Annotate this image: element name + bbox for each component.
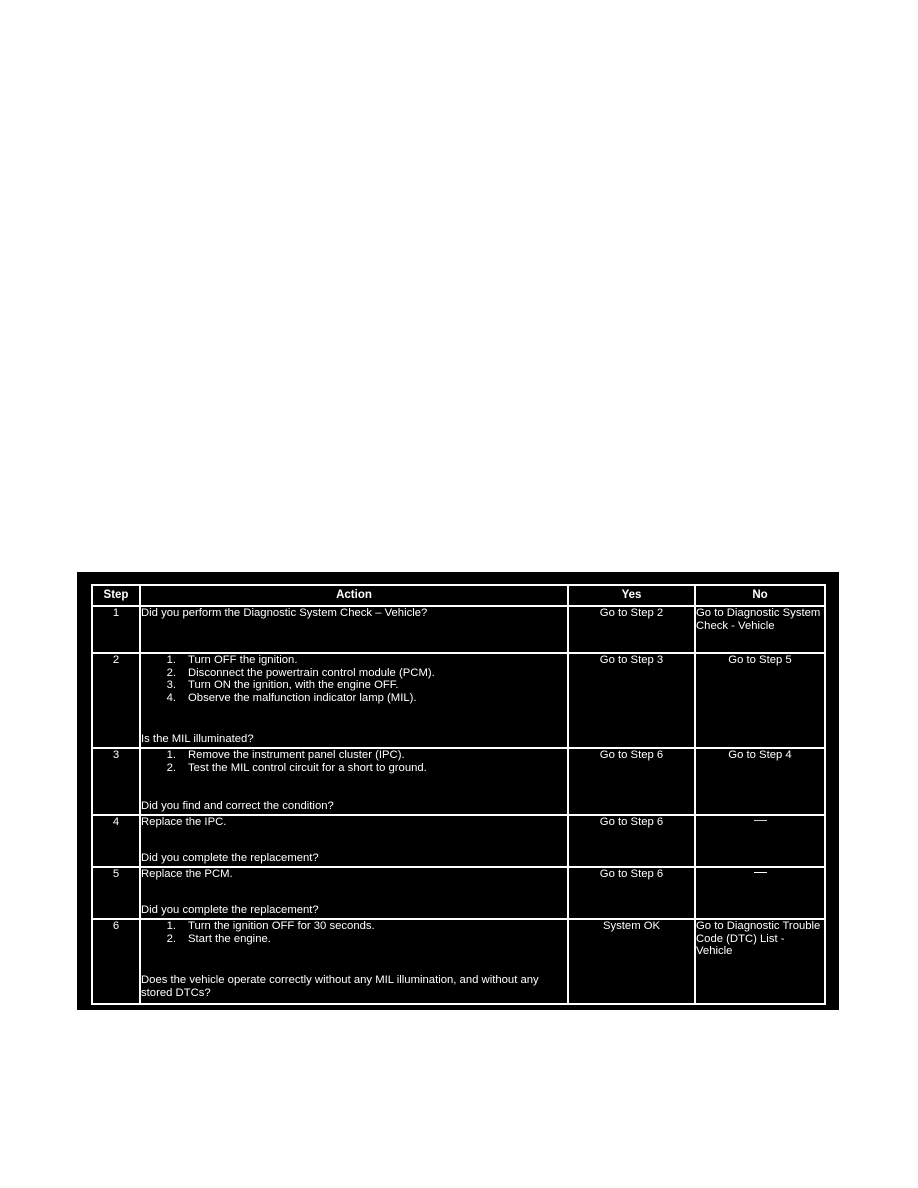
substep-item: 2. Start the engine. xyxy=(166,932,271,945)
table-row xyxy=(93,868,824,920)
action-question: Did you complete the replacement? xyxy=(141,851,319,864)
action-cell xyxy=(141,749,569,816)
diagnostic-table xyxy=(91,584,826,1005)
step-number: 4 xyxy=(93,816,141,868)
step-number: 1 xyxy=(93,607,141,654)
action-question: Did you find and correct the condition? xyxy=(141,799,334,812)
table-row xyxy=(93,816,824,868)
substep-item: 2. Disconnect the powertrain control module (PCM). xyxy=(166,666,435,679)
substep-item: 3. Turn ON the ignition, with the engine OFF. xyxy=(166,679,399,691)
header-step: Step xyxy=(93,586,141,607)
substep-item: 1. Turn OFF the ignition. xyxy=(166,654,298,666)
yes-cell: Go to Step 2 xyxy=(569,607,696,654)
substep-item: 1. Turn the ignition OFF for 30 seconds. xyxy=(166,920,375,932)
action-cell xyxy=(141,654,569,749)
dash-icon xyxy=(754,872,767,873)
action-question: Is the MIL illuminated? xyxy=(141,732,254,745)
no-cell xyxy=(696,816,824,868)
action-cell xyxy=(141,607,569,654)
action-text: Did you perform the Diagnostic System Check – Vehicle? xyxy=(141,607,428,619)
action-cell xyxy=(141,816,569,868)
action-cell xyxy=(141,920,569,1003)
substep-list xyxy=(141,749,567,774)
substep-list xyxy=(141,920,567,945)
yes-cell: Go to Step 6 xyxy=(569,816,696,868)
substep-list xyxy=(141,654,567,704)
diagnostic-table-panel xyxy=(77,572,839,1010)
header-no: No xyxy=(696,586,824,607)
table-row xyxy=(93,607,824,654)
table-row xyxy=(93,749,824,816)
substep-item: 2. Test the MIL control circuit for a short to ground. xyxy=(166,761,427,774)
action-question: Does the vehicle operate correctly without any MIL illumination, and without any stored DTCs? xyxy=(141,974,539,999)
yes-cell: Go to Step 3 xyxy=(569,654,696,749)
action-text: Replace the IPC. xyxy=(141,816,227,828)
table-row xyxy=(93,654,824,749)
yes-cell: Go to Step 6 xyxy=(569,868,696,920)
step-number: 2 xyxy=(93,654,141,749)
yes-cell: System OK xyxy=(569,920,696,1003)
substep-item: 4. Observe the malfunction indicator lamp (MIL). xyxy=(166,691,417,704)
no-cell: Go to Diagnostic System Check - Vehicle xyxy=(696,607,824,654)
header-yes: Yes xyxy=(569,586,696,607)
step-number: 3 xyxy=(93,749,141,816)
table-row xyxy=(93,920,824,1003)
step-number: 6 xyxy=(93,920,141,1003)
dash-icon xyxy=(754,820,767,821)
step-number: 5 xyxy=(93,868,141,920)
yes-cell: Go to Step 6 xyxy=(569,749,696,816)
table-header-row xyxy=(93,586,824,607)
action-text: Replace the PCM. xyxy=(141,868,233,880)
no-cell: Go to Step 4 xyxy=(696,749,824,816)
header-action: Action xyxy=(141,586,569,607)
action-cell xyxy=(141,868,569,920)
no-cell: Go to Diagnostic Trouble Code (DTC) List - Vehicle xyxy=(696,920,821,957)
no-cell: Go to Step 5 xyxy=(696,654,824,749)
action-question: Did you complete the replacement? xyxy=(141,903,319,916)
substep-item: 1. Remove the instrument panel cluster (IPC). xyxy=(166,749,405,761)
no-cell xyxy=(696,868,824,920)
